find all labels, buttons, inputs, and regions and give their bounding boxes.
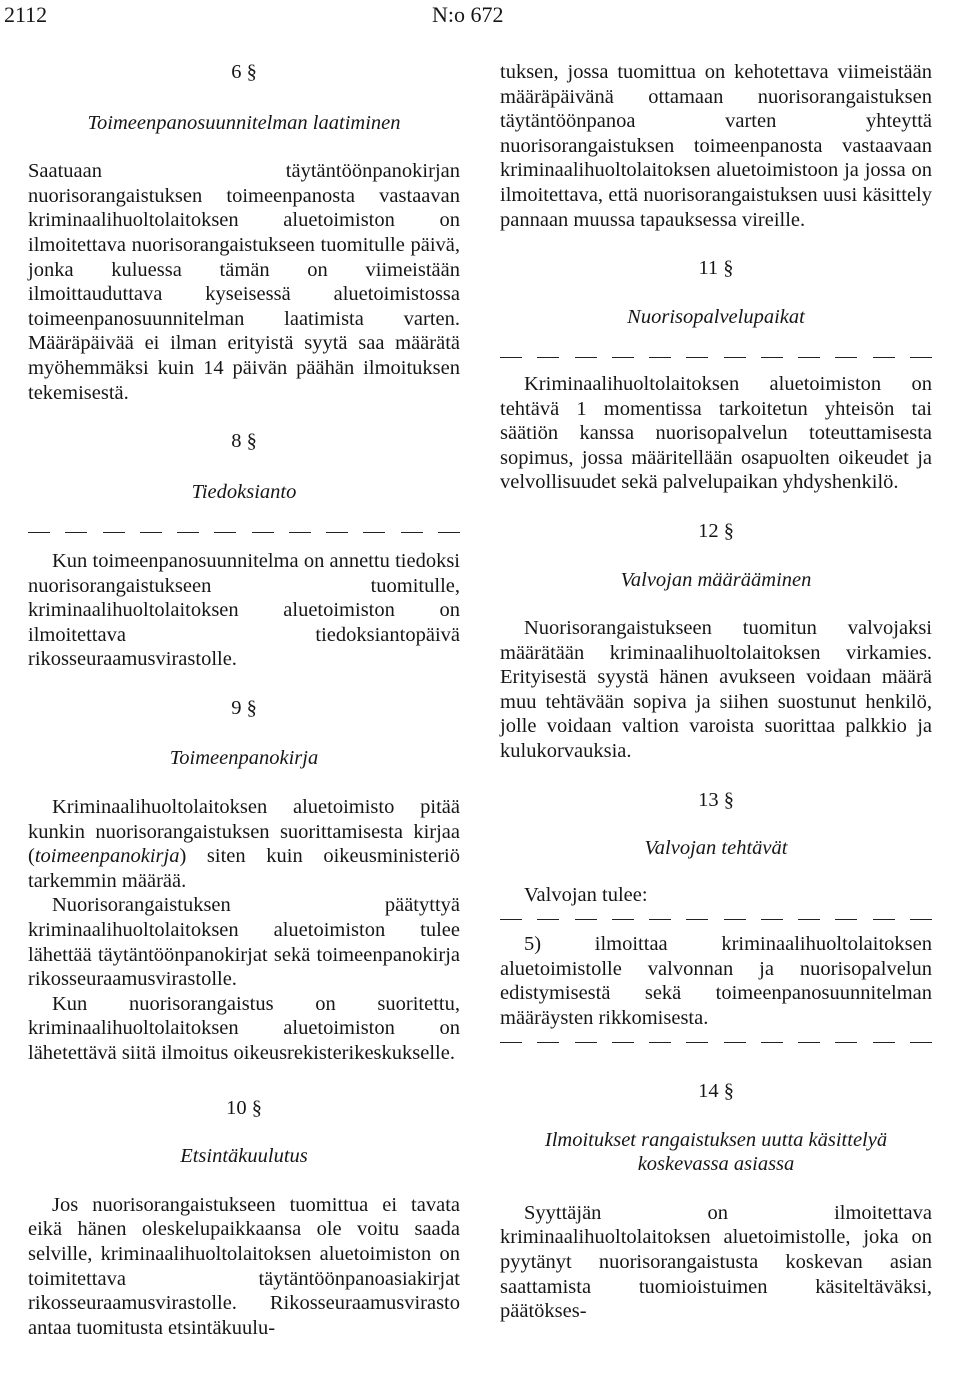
- section-10-title: Etsintäkuulutus: [180, 1145, 308, 1168]
- section-14-number: 14 §: [698, 1080, 734, 1102]
- section-8-title: Tiedoksianto: [191, 480, 297, 503]
- section-13-number: 13 §: [698, 788, 734, 811]
- section-10-paragraph: Jos nuorisorangaistukseen tuomittua ei tavata eikä hänen oleskelupaikkaansa ole voitu saada selville, kriminaalihuoltolaitoksen aluetoimiston on toimitettava täytäntöönpanoasiakirjat rikosseuraamusvirastolle. Rikosseuraamusvirasto antaa tuomitusta etsintäkuulu-: [28, 1193, 460, 1339]
- section-9-title: Toimeenpanokirja: [169, 747, 319, 770]
- omission-dashes: [500, 345, 932, 370]
- section-9-paragraph-3: Kun nuorisorangaistus on suoritettu, kriminaalihuoltolaitoksen aluetoimiston on lähetettävä siitä ilmoitus oikeusrekisterikeskukselle.: [28, 992, 460, 1064]
- section-12-title: Valvojan määrääminen: [620, 568, 812, 591]
- section-10-continuation: tuksen, jossa tuomittua on kehotettava viimeistään määräpäivänä ottamaan nuorisorangaistuksen täytäntöönpanoa varten yhteyttä nuorisorangaistuksen toimeenpanosta vastaavaan kriminaalihuoltolaitoksen aluetoimistoon ja jossa on ilmoitettava, että nuorisorangaistuksen uusi käsittely pannaan muussa tapauksessa vireille.: [500, 61, 932, 231]
- section-13-title: Valvojan tehtävät: [644, 837, 788, 860]
- right-column: [500, 60, 932, 1324]
- section-9-paragraph-1: Kriminaalihuoltolaitoksen aluetoimisto pitää kunkin nuorisorangaistuksen suorittamisesta kirjaa (toimeenpanokirja) siten kuin oikeusministeriö tarkemmin määrää.: [28, 796, 460, 892]
- issue-number: N:o 672: [432, 2, 504, 27]
- page-number: 2112: [4, 2, 48, 27]
- section-9-paragraph-2: Nuorisorangaistuksen päätyttyä kriminaalihuoltolaitoksen aluetoimiston tulee lähettää täytäntöönpanokirjat sekä toimeenpanokirja rikosseuraamusvirastolle.: [28, 894, 460, 991]
- left-column: [28, 60, 460, 1340]
- section-8-number: 8 §: [231, 430, 257, 453]
- section-6-paragraph: Saatuaan täytäntöönpanokirjan nuorisorangaistuksen toimeenpanosta vastaavan kriminaalihuoltolaitoksen aluetoimiston on ilmoitettava nuorisorangaistukseen tuomitulle päivä, jonka kuluessa tämän on viimeistään ilmoittauduttava kyseisessä aluetoimistossa toimeenpanosuunnitelman laatimista varten. Määräpäivää ei ilman erityistä syytä saa määrätä myöhemmäksi kuin 14 päivän päähän ilmoituksen tekemisestä.: [28, 160, 460, 404]
- section-14-paragraph: Syyttäjän on ilmoitettava kriminaalihuoltolaitoksen aluetoimistolle, joka on pyytänyt nuorisorangaistusta koskevan asian saattamista tuomioistuimen käsiteltäväksi, päätökses-: [500, 1201, 932, 1323]
- section-11-title: Nuorisopalvelupaikat: [627, 305, 805, 328]
- section-11-paragraph: Kriminaalihuoltolaitoksen aluetoimiston on tehtävä 1 momentissa tarkoitetun yhteisön tai säätiön kanssa nuorisopalvelun toteuttamisesta sopimus, jossa määritellään osapuolten oikeudet ja velvollisuudet sekä palvelupaikan yhdyshenkilö.: [500, 372, 932, 494]
- section-12-number: 12 §: [698, 519, 734, 542]
- section-14-title: Ilmoitukset rangaistuksen uutta käsittelyä koskevassa asiassa: [544, 1128, 888, 1176]
- omission-dashes: [28, 520, 460, 545]
- section-6-title: Toimeenpanosuunnitelman laatiminen: [87, 111, 401, 134]
- section-6-number: 6 §: [231, 61, 257, 83]
- section-12-paragraph: Nuorisorangaistukseen tuomitun valvojaksi määrätään kriminaalihuoltolaitoksen virkamies. Erityisestä syystä hänen avukseen voidaan määrä muu tehtävään sopiva ja siihen suostunut henkilö, jolle voidaan valtion varoista suorittaa palkkio ja kulukorvauksia.: [500, 617, 932, 763]
- section-11-number: 11 §: [698, 257, 734, 280]
- omission-dashes: [500, 907, 932, 932]
- section-10-number: 10 §: [226, 1096, 262, 1119]
- section-9-number: 9 §: [231, 696, 257, 719]
- section-9-emphasis: toimeenpanokirja: [34, 845, 180, 868]
- omission-dashes: [500, 1030, 932, 1055]
- section-13-intro: Valvojan tulee:: [524, 883, 648, 906]
- section-13-item-5: 5) ilmoittaa kriminaalihuoltolaitoksen aluetoimistolle valvonnan ja nuorisopalvelun edistymisestä sekä toimeenpanosuunnitelman määräysten rikkomisesta.: [500, 933, 932, 1029]
- section-8-paragraph: Kun toimeenpanosuunnitelma on annettu tiedoksi nuorisorangaistukseen tuomitulle, kriminaalihuoltolaitoksen aluetoimiston on ilmoitettava tiedoksiantopäivä rikosseuraamusvirastolle.: [28, 549, 460, 671]
